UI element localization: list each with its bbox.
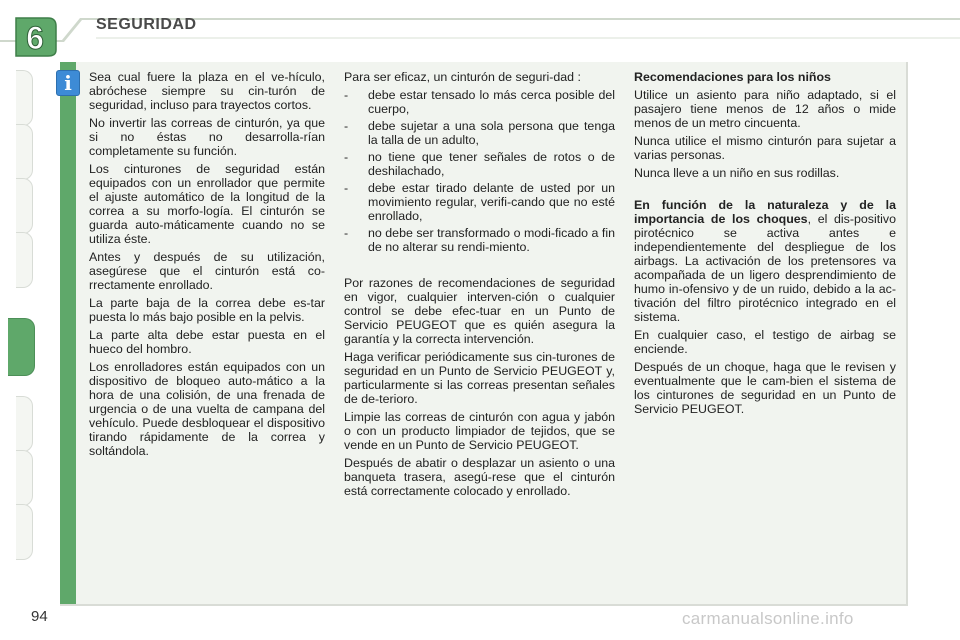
- chapter-tab[interactable]: [16, 232, 33, 288]
- dash-bullet: -: [344, 181, 349, 195]
- paragraph: En cualquier caso, el testigo de airbag se enciende.: [634, 328, 896, 356]
- paragraph: Sea cual fuere la plaza en el ve-hículo, abróchese siempre su cin-turón de seguridad, incluso para trayectos cortos.: [89, 70, 325, 112]
- paragraph: La parte baja de la correa debe es-tar puesta lo más bajo posible en la pelvis.: [89, 296, 325, 324]
- pyrotechnic-paragraph: [634, 198, 896, 324]
- chapter-badge: [12, 14, 58, 58]
- list-item: [344, 119, 615, 147]
- paragraph: Después de abatir o desplazar un asiento o una banqueta trasera, asegú-rese que el cinturón está correctamente colocado y enrollado.: [344, 456, 615, 498]
- paragraph: Antes y después de su utilización, asegúrese que el cinturón está co-rrectamente enrollado.: [89, 250, 325, 292]
- chapter-tab[interactable]: [16, 396, 33, 452]
- chapter-tab[interactable]: [16, 450, 33, 506]
- panel-accent-strip: [60, 62, 76, 604]
- paragraph: Nunca lleve a un niño en sus rodillas.: [634, 166, 840, 180]
- list-item-text: debe estar tensado lo más cerca posible del cuerpo,: [368, 88, 615, 116]
- dash-bullet: -: [344, 119, 349, 133]
- paragraph: Después de un choque, haga que le revisen y eventualmente que le cam-bien el sistema de los cinturones de seguridad en un Punto de Servicio PEUGEOT.: [634, 360, 896, 416]
- column-3: [634, 70, 896, 420]
- chapter-number: 6: [26, 20, 44, 56]
- pyrotechnic-lead: En función de la naturaleza y de la importancia de los choques: [634, 198, 896, 226]
- list-item: [344, 181, 615, 223]
- paragraph: Nunca utilice el mismo cinturón para sujetar a varias personas.: [634, 134, 896, 162]
- chapter-title: SEGURIDAD: [96, 16, 197, 33]
- list-item-text: no debe ser transformado o modi-ficado a fin de no alterar su rendi-miento.: [368, 226, 615, 254]
- paragraph: No invertir las correas de cinturón, ya que si no éstas no desarrolla-rían completamente su función.: [89, 116, 325, 158]
- dash-bullet: -: [344, 88, 349, 102]
- paragraph: Por razones de recomendaciones de seguridad en vigor, cualquier interven-ción o cualquier control se debe efec-tuar en un Punto de Servicio PEUGEOT que es quién asegura la garantía y la correcta intervención.: [344, 276, 615, 346]
- chapter-tab[interactable]: [16, 504, 33, 560]
- belt-requirements-list: [344, 88, 615, 254]
- chapter-tab[interactable]: [16, 124, 33, 180]
- list-item-text: debe estar tirado delante de usted por un movimiento regular, verifi-cando que no esté enrollado,: [368, 181, 615, 223]
- list-item-text: no tiene que tener señales de rotos o de deshilachado,: [368, 150, 615, 178]
- dash-bullet: -: [344, 150, 349, 164]
- chapter-tab[interactable]: [16, 178, 33, 234]
- children-heading: Recomendaciones para los niños: [634, 70, 831, 84]
- page-number: 94: [31, 608, 48, 625]
- paragraph: Los enrolladores están equipados con un dispositivo de bloqueo auto-mático a la hora de una colisión, de una frenada de urgencia o de una vuelta de campana del vehículo. Puede desbloquear el dispositivo tirando rápidamente de la correa y soltándola.: [89, 360, 325, 458]
- belt-intro: Para ser eficaz, un cinturón de seguri-dad :: [344, 70, 581, 84]
- chapter-tab-active[interactable]: [8, 318, 35, 376]
- paragraph: Limpie las correas de cinturón con agua y jabón o con un producto limpiador de tejidos, que se vende en un Punto de Servicio PEUGEOT.: [344, 410, 615, 452]
- list-item-text: debe sujetar a una sola persona que tenga la talla de un adulto,: [368, 119, 615, 147]
- paragraph: Utilice un asiento para niño adaptado, si el pasajero tiene menos de 12 años o mide menos de un metro cincuenta.: [634, 88, 896, 130]
- chapter-tab[interactable]: [16, 70, 33, 126]
- info-icon: i: [56, 70, 80, 96]
- pyrotechnic-text: , el dis-positivo pirotécnico se activa antes e independientemente del despliegue de los airbags. La activación de los pretensores va acompañada de un ligero desprendimiento de humo in-ofensivo y de un ruido, debido a la ac-tivación del filtro pirotécnico integrado en el sistema.: [634, 212, 896, 324]
- list-item: [344, 150, 615, 178]
- watermark: carmanualsonline.info: [682, 609, 854, 628]
- column-1: [89, 70, 325, 462]
- list-item: [344, 88, 615, 116]
- paragraph: La parte alta debe estar puesta en el hueco del hombro.: [89, 328, 325, 356]
- dash-bullet: -: [344, 226, 349, 240]
- spacer: [344, 258, 615, 276]
- spacer: [634, 184, 896, 198]
- paragraph: Los cinturones de seguridad están equipados con un enrollador que permite el ajuste automático de la longitud de la correa a su morfo-logía. El cinturón se guarda auto-máticamente cuando no se utiliza éste.: [89, 162, 325, 246]
- list-item: [344, 226, 615, 254]
- paragraph: Haga verificar periódicamente sus cin-turones de seguridad en un Punto de Servicio PEUGEOT y, particularmente si las correas presentan señales de de-terioro.: [344, 350, 615, 406]
- column-2: [344, 70, 615, 502]
